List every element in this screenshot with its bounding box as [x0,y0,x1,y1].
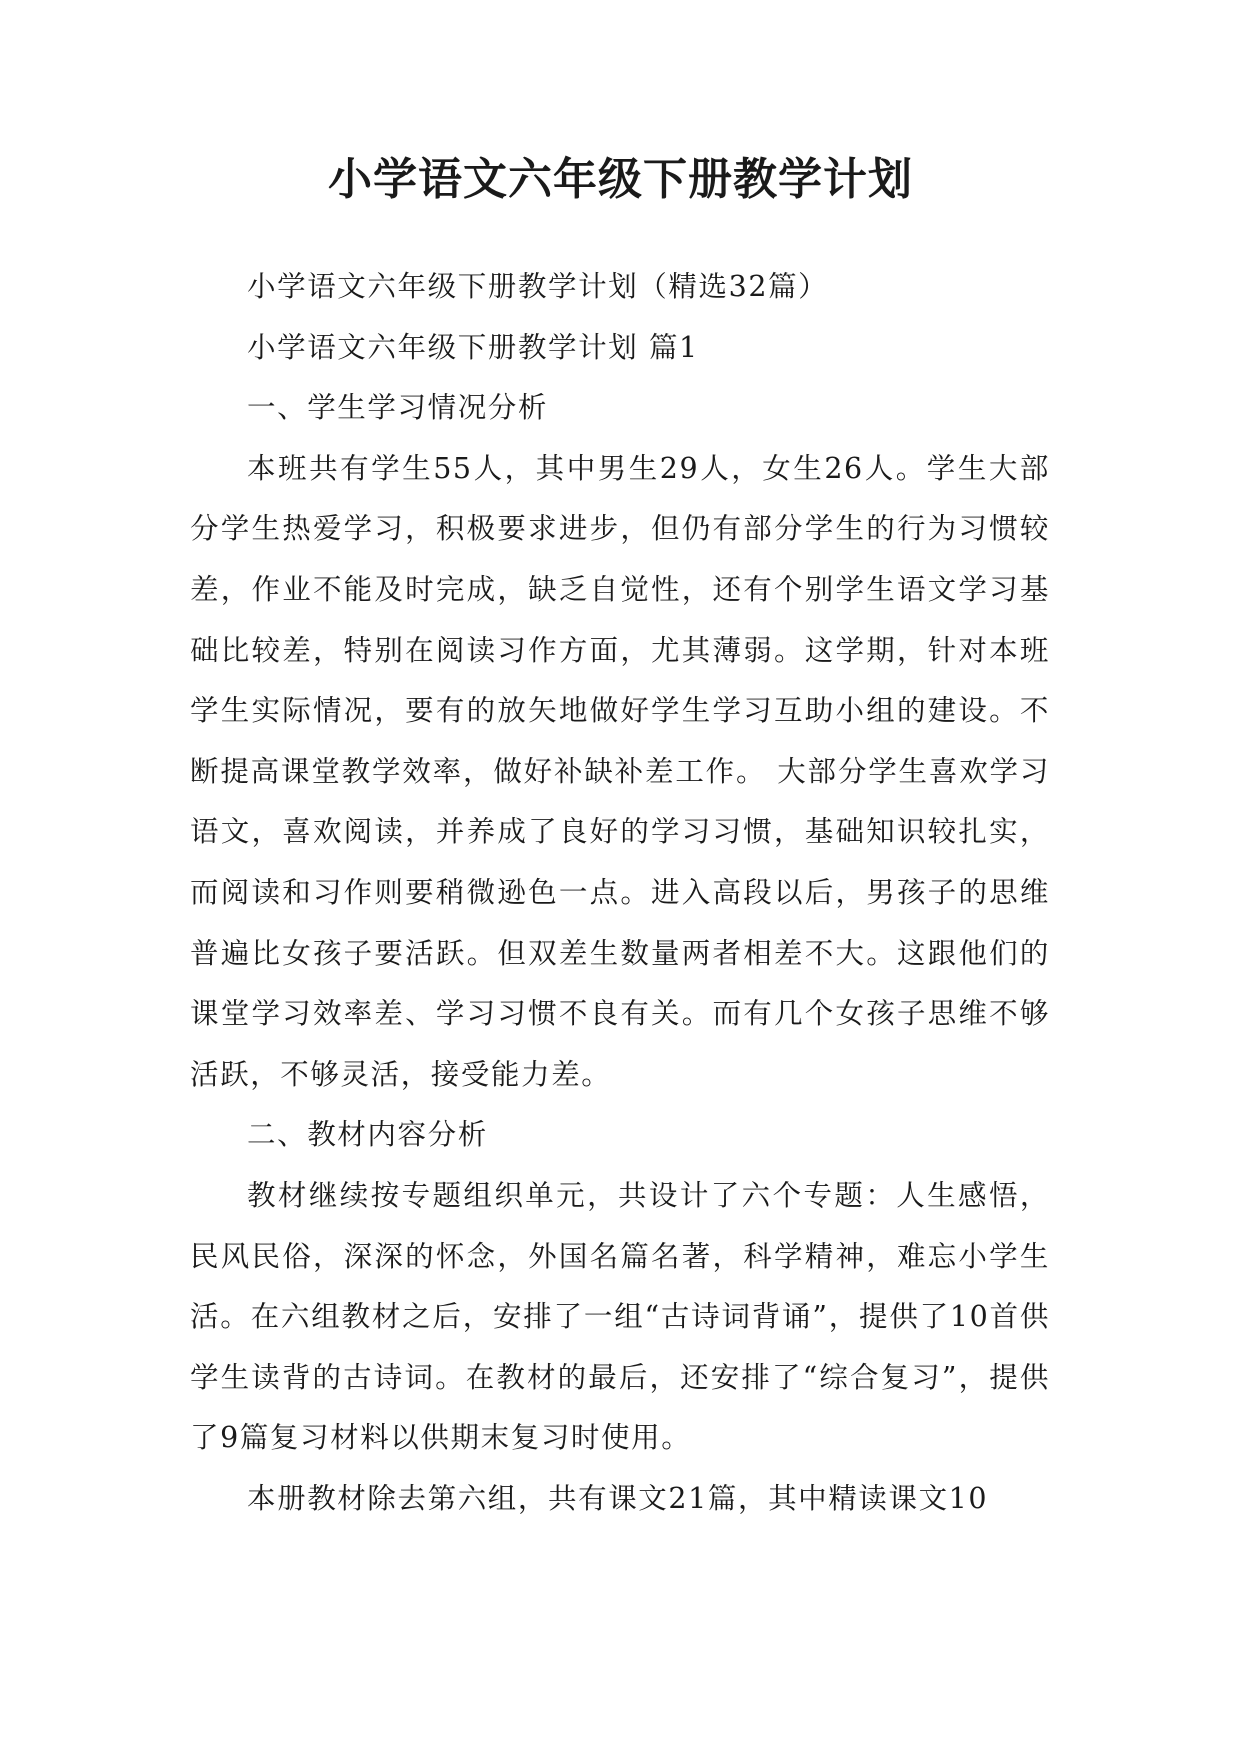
paragraph-subtitle: 小学语文六年级下册教学计划（精选32篇） [247,270,829,303]
document-body [190,257,1050,1529]
paragraph-student-analysis: 本班共有学生55人，其中男生29人，女生26人。学生大部分学生热爱学习，积极要求进步，但仍有部分学生的行为习惯较差，作业不能及时完成，缺乏自觉性，还有个别学生语文学习基础比较差，特别在阅读习作方面，尤其薄弱。这学期，针对本班学生实际情况，要有的放矢地做好学生学习互助小组的建设。不断提高课堂教学效率，做好补缺补差工作。 大部分学生喜欢学习语文，喜欢阅读，并养成了良好的学习习惯，基础知识较扎实，而阅读和习作则要稍微逊色一点。进入高段以后，男孩子的思维普遍比女孩子要活跃。但双差生数量两者相差不大。这跟他们的课堂学习效率差、学习习惯不良有关。而有几个女孩子思维不够活跃，不够灵活，接受能力差。 [190,451,1050,1091]
paragraph-heading-textbook-analysis: 二、教材内容分析 [247,1118,488,1152]
paragraph-textbook-topics: 教材继续按专题组织单元，共设计了六个专题：人生感悟，民风民俗，深深的怀念，外国名篇名著，科学精神，难忘小学生活。在六组教材之后，安排了一组“古诗词背诵”，提供了10首供学生读背的古诗词。在教材的最后，还安排了“综合复习”，提供了9篇复习材料以供期末复习时使用。 [190,1178,1050,1455]
paragraph-heading-student-analysis: 一、学生学习情况分析 [247,391,549,425]
document-title: 小学语文六年级下册教学计划 [328,154,913,205]
paragraph-section-heading: 小学语文六年级下册教学计划 篇1 [247,330,699,364]
paragraph-textbook-lessons: 本册教材除去第六组，共有课文21篇，其中精读课文10 [247,1481,989,1515]
